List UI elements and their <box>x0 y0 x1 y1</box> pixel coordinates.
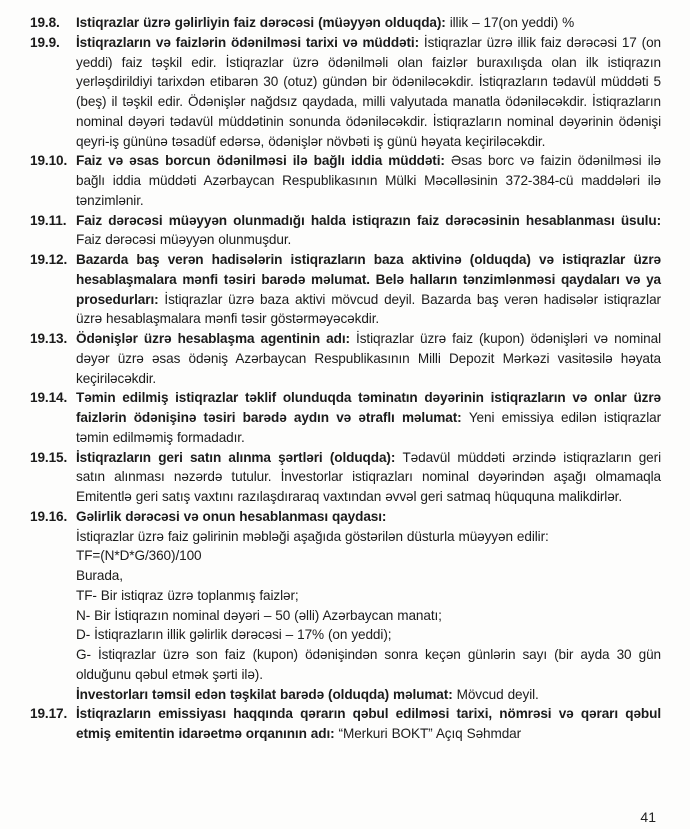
item-number: 19.8. <box>30 15 60 30</box>
item-heading-text: İnvestorları təmsil edən təşkilat barədə (olduqda) məlumat: <box>76 686 457 702</box>
doc-item <box>30 329 661 388</box>
item-paragraph <box>76 250 661 329</box>
item-value-text: TF- Bir istiqraz üzrə toplanmış faizlər; <box>76 587 299 603</box>
item-paragraph <box>76 151 661 210</box>
item-paragraph <box>76 586 661 606</box>
item-paragraph <box>76 685 661 705</box>
item-value-text: İstiqrazlar üzrə illik faiz dərəcəsi 17 (on yeddi) faiz təşkil edir. İstiqrazlar üzrə ödənilməli olan faizlər buraxılışda olan ilk istiqrazın yerləşdirildiyi tarixdən etibarən 30 (otuz) gündən bir ödəniləcəkdir. İstiqrazların tədavül müddəti 5 (beş) il təşkil edir. Ödənişlər nağdsız qaydada, milli valyutada manatla ödəniləcəkdir. İstiqrazların nominal dəyəri tədavül müddətinin sonunda ödəniləcəkdir. İstiqrazların nominal dəyərinin ödənişi qeyri-iş gününə təsadüf edərsə, ödənişlər növbəti iş günü həyata keçiriləcəkdir. <box>76 34 661 149</box>
item-paragraph <box>76 507 661 527</box>
doc-item <box>30 250 661 329</box>
document-items <box>30 13 661 744</box>
item-body <box>76 507 661 705</box>
item-body <box>76 211 661 251</box>
item-heading-text: Faiz və əsas borcun ödənilməsi ilə bağlı iddia müddəti: <box>76 153 451 169</box>
item-value-text: İstiqrazlar üzrə baza aktivi mövcud deyil. Bazarda baş verən hadisələr istiqrazlar üzrə hesablaşmalara mənfi təsir göstərməyəcəkdir. <box>76 291 661 327</box>
item-number: 19.14. <box>30 390 68 406</box>
page-number: 41 <box>640 809 656 825</box>
item-heading-text: Gəlirlik dərəcəsi və onun hesablanması qaydası: <box>76 508 387 524</box>
item-paragraph <box>76 211 661 251</box>
item-paragraph <box>76 33 661 152</box>
item-body <box>76 13 661 33</box>
item-value-text: Əsas borc və faizin ödənilməsi ilə bağlı iddia müddəti Azərbaycan Respublikasının Mülki Məcəlləsinin 372-384-cü maddələri ilə tənzimlənir. <box>76 153 661 208</box>
item-body <box>76 250 661 329</box>
item-value-text: Burada, <box>76 568 123 583</box>
item-value-text: İstiqrazlar üzrə faiz (kupon) ödənişləri və nominal dəyər üzrə əsas ödəniş Azərbaycan Respublikasının Milli Depozit Mərkəzi vasitəsilə həyata keçiriləcəkdir. <box>76 331 661 386</box>
item-value-text: illik – 17(on yeddi) % <box>449 15 575 30</box>
doc-item <box>30 507 661 705</box>
item-value-text: G- İstiqrazlar üzrə son faiz (kupon) ödənişindən sonra keçən günlərin sayı (bir ayda 30 gün olduğunu qəbul etmək şərti ilə). <box>76 647 661 682</box>
item-paragraph <box>76 625 661 645</box>
item-heading-text: Istiqrazlar üzrə gəlirliyin faiz dərəcəsi (müəyyən olduqda): <box>76 15 450 30</box>
item-paragraph <box>76 13 661 33</box>
item-paragraph <box>76 527 661 547</box>
doc-item <box>30 151 661 210</box>
item-value-text: N- Bir İstiqrazın nominal dəyəri – 50 (əlli) Azərbaycan manatı; <box>76 607 442 623</box>
item-paragraph <box>76 645 661 685</box>
item-body <box>76 448 661 507</box>
item-number: 19.16. <box>30 508 68 524</box>
item-paragraph <box>76 448 661 507</box>
item-number: 19.11. <box>30 212 67 228</box>
item-paragraph <box>76 388 661 447</box>
item-heading-text: Ödənişlər üzrə hesablaşma agentinin adı: <box>76 331 357 346</box>
item-body <box>76 329 661 388</box>
item-value-text: D- İstiqrazların illik gəlirlik dərəcəsi – 17% (on yeddi); <box>76 627 392 643</box>
item-value-text: Mövcud deyil. <box>456 686 539 702</box>
item-value-text: Yeni emissiya edilən istiqrazlar təmin edilməmiş formadadır. <box>76 410 662 445</box>
doc-item <box>30 13 661 33</box>
item-paragraph <box>76 606 661 626</box>
item-number: 19.12. <box>30 252 68 267</box>
item-paragraph <box>76 704 661 744</box>
item-heading-text: İstiqrazların geri satın alınma şərtləri (olduqda): <box>76 449 403 465</box>
doc-item <box>30 448 661 507</box>
item-number: 19.9. <box>30 34 60 50</box>
item-value-text: Tədavül müddəti ərzində istiqrazların geri satın alınması nəzərdə tutulur. İnvestorlar istiqrazları nominal dəyərindən aşağı olmamaqla Emitentlə geri satış vaxtını razılaşdıraraq vaxtından əvvəl geri satmaq hüququna malikdirlər. <box>76 449 661 504</box>
item-heading-text: Bazarda baş verən hadisələrin istiqrazların baza aktivinə (olduqda) və istiqrazlar üzrə hesablaşmalara mənfi təsiri barədə məlumat. Belə halların tənzimlənməsi qaydaları və ya prosedurları: <box>76 252 661 307</box>
item-heading-text: Təmin edilmiş istiqrazlar təklif olunduqda təminatın dəyərinin istiqrazların və onlar üzrə faizlərin ödənişinə təsiri barədə aydın və ətraflı məlumat: <box>76 390 661 425</box>
item-body <box>76 388 661 447</box>
item-number: 19.15. <box>30 449 68 465</box>
item-body <box>76 151 661 210</box>
item-heading-text: İstiqrazların emissiyası haqqında qərarın qəbul edilməsi tarixi, nömrəsi və qərarı qəbul etmiş emitentin idarəetmə orqanının adı: <box>76 706 661 741</box>
doc-item <box>30 33 661 152</box>
item-paragraph <box>76 329 661 388</box>
doc-item <box>30 211 661 251</box>
item-value-text: TF=(N*D*G/360)/100 <box>76 548 202 564</box>
item-body <box>76 33 661 152</box>
item-value-text: Faiz dərəcəsi müəyyən olunmuşdur. <box>76 232 292 248</box>
item-heading-text: İstiqrazların və faizlərin ödənilməsi tarixi və müddəti: <box>76 34 424 50</box>
item-number: 19.10. <box>30 153 68 169</box>
item-value-text: “Merkuri BOKT” Açıq Səhmdar <box>338 726 522 741</box>
item-paragraph <box>76 546 661 566</box>
item-number: 19.13. <box>30 331 68 346</box>
item-body <box>76 704 661 744</box>
item-heading-text: Faiz dərəcəsi müəyyən olunmadığı halda istiqrazın faiz dərəcəsinin hesablanması üsulu: <box>76 212 661 228</box>
item-value-text: İstiqrazlar üzrə faiz gəlirinin məbləği aşağıda göstərilən düsturla müəyyən edilir: <box>76 528 549 544</box>
doc-item <box>30 704 661 744</box>
doc-item <box>30 388 661 447</box>
item-paragraph <box>76 566 661 586</box>
item-number: 19.17. <box>30 706 68 722</box>
